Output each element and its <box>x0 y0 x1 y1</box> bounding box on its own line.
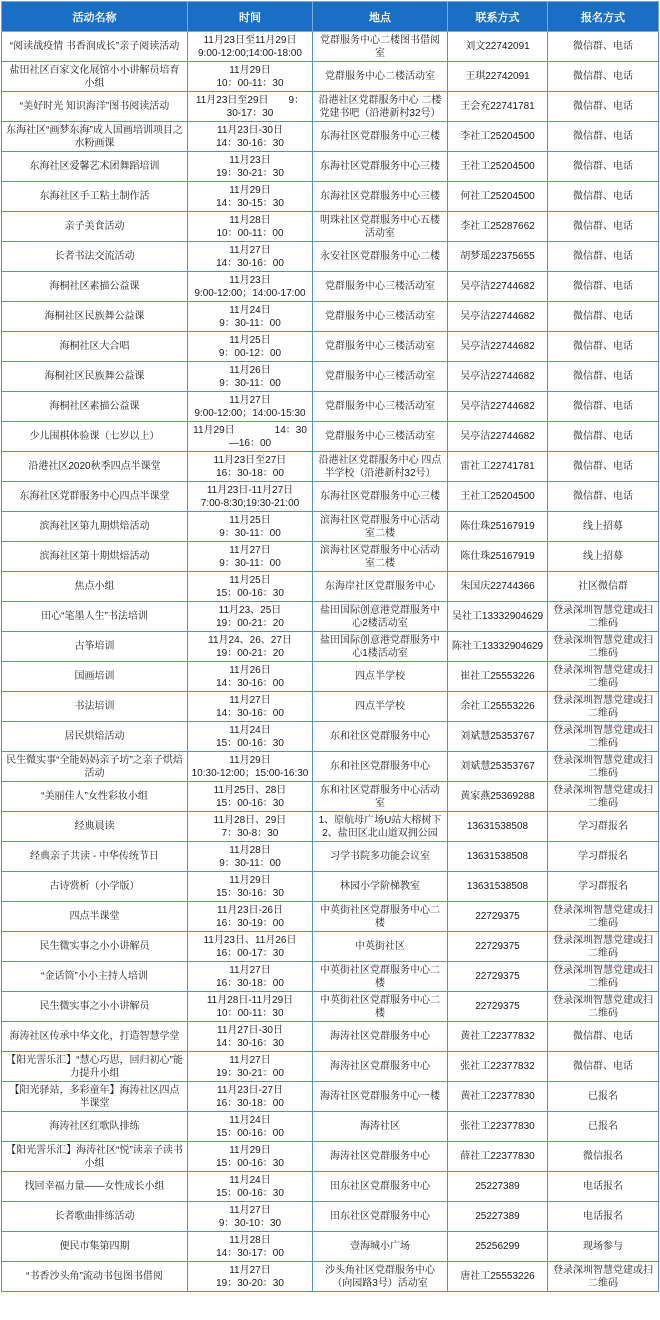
cell-time: 11月28日、29日 7：30-8：30 <box>188 812 313 842</box>
cell-time: 11月28日 9：30-11：00 <box>188 842 313 872</box>
cell-contact: 薛社工22377830 <box>448 1142 548 1172</box>
cell-activity-name: 东海社区“画梦东海”成人国画培训项目之水粉画课 <box>2 122 188 152</box>
cell-location: 明珠社区党群服务中心五楼活动室 <box>313 212 448 242</box>
table-row <box>2 452 659 482</box>
cell-activity-name: 居民烘焙活动 <box>2 722 188 752</box>
cell-location: 滨海社区党群服务中心活动室二楼 <box>313 542 448 572</box>
cell-activity-name: 海桐社区素描公益课 <box>2 272 188 302</box>
table-row <box>2 812 659 842</box>
cell-location: 海涛社区党群服务中心 <box>313 1022 448 1052</box>
cell-contact: 余社工25553226 <box>448 692 548 722</box>
cell-location: 海涛社区党群服务中心 <box>313 1142 448 1172</box>
cell-location: 滨海社区党群服务中心活动室二楼 <box>313 512 448 542</box>
cell-time: 11月27日 19：30-21：00 <box>188 1052 313 1082</box>
table-row <box>2 1142 659 1172</box>
table-row <box>2 422 659 452</box>
cell-time: 11月29日 15：00-16：30 <box>188 1142 313 1172</box>
cell-time: 11月23日 9:00-12:00；14:00-17:00 <box>188 272 313 302</box>
cell-registration: 微信群、电话 <box>548 1052 659 1082</box>
cell-location: 田东社区党群服务中心 <box>313 1172 448 1202</box>
cell-time: 11月24日 15：00-16：00 <box>188 1112 313 1142</box>
cell-contact: 22729375 <box>448 962 548 992</box>
table-row <box>2 692 659 722</box>
cell-activity-name: 国画培训 <box>2 662 188 692</box>
table-row <box>2 1232 659 1262</box>
cell-registration: 微信群、电话 <box>548 452 659 482</box>
cell-time: 11月28日 10：00-11：00 <box>188 212 313 242</box>
cell-contact: 刘斌慧25353767 <box>448 722 548 752</box>
cell-location: 四点半学校 <box>313 662 448 692</box>
table-row <box>2 842 659 872</box>
cell-registration: 登录深圳智慧党建或扫二维码 <box>548 752 659 782</box>
cell-activity-name: 海涛社区传承中华文化，打造智慧学堂 <box>2 1022 188 1052</box>
cell-time: 11月27日 14：30-16：00 <box>188 692 313 722</box>
table-row <box>2 632 659 662</box>
cell-activity-name: “书香沙头角”流动书包图书借阅 <box>2 1262 188 1292</box>
cell-registration: 登录深圳智慧党建或扫二维码 <box>548 902 659 932</box>
table-row <box>2 482 659 512</box>
cell-registration: 登录深圳智慧党建或扫二维码 <box>548 602 659 632</box>
header-location: 地点 <box>313 2 448 32</box>
cell-time: 11月29日 10:30-12:00；15:00-16:30 <box>188 752 313 782</box>
table-row <box>2 512 659 542</box>
cell-registration: 登录深圳智慧党建或扫二维码 <box>548 992 659 1022</box>
cell-time: 11月29日 10：00-11：30 <box>188 62 313 92</box>
cell-location: 东海社区党群服务中心三楼 <box>313 182 448 212</box>
cell-activity-name: 田心“笔墨人生”书法培训 <box>2 602 188 632</box>
cell-location: 党群服务中心三楼活动室 <box>313 362 448 392</box>
cell-location: 党群服务中心三楼活动室 <box>313 422 448 452</box>
cell-contact: 25227389 <box>448 1172 548 1202</box>
cell-time: 11月29日 14：30—16：00 <box>188 422 313 452</box>
cell-contact: 22729375 <box>448 902 548 932</box>
table-row <box>2 752 659 782</box>
cell-activity-name: 滨海社区第十期烘焙活动 <box>2 542 188 572</box>
cell-time: 11月27日 9:00-12:00；14:00-15:30 <box>188 392 313 422</box>
cell-registration: 登录深圳智慧党建或扫二维码 <box>548 632 659 662</box>
cell-time: 11月26日 14：30-16：00 <box>188 662 313 692</box>
header-contact: 联系方式 <box>448 2 548 32</box>
table-row <box>2 332 659 362</box>
cell-time: 11月24日 15：00-16：30 <box>188 722 313 752</box>
cell-contact: 吴亭洁22744682 <box>448 392 548 422</box>
cell-contact: 22729375 <box>448 992 548 1022</box>
cell-time: 11月23日-27日 16：30-18：00 <box>188 1082 313 1112</box>
cell-registration: 微信群、电话 <box>548 272 659 302</box>
cell-registration: 微信群、电话 <box>548 392 659 422</box>
cell-location: 东海社区党群服务中心三楼 <box>313 152 448 182</box>
cell-registration: 微信群、电话 <box>548 1022 659 1052</box>
cell-contact: 陈仕珠25167919 <box>448 542 548 572</box>
cell-activity-name: 经典亲子共读 - 中华传统节日 <box>2 842 188 872</box>
cell-time: 11月23日-30日 14：30-16：30 <box>188 122 313 152</box>
cell-location: 党群服务中心三楼活动室 <box>313 272 448 302</box>
cell-activity-name: “美丽佳人”女性彩妆小组 <box>2 782 188 812</box>
cell-location: 党群服务中心二楼活动室 <box>313 62 448 92</box>
cell-activity-name: 长者歌曲排练活动 <box>2 1202 188 1232</box>
cell-registration: 电话报名 <box>548 1202 659 1232</box>
table-header <box>2 2 659 32</box>
cell-contact: 胡梦瑶22375655 <box>448 242 548 272</box>
cell-location: 海涛社区 <box>313 1112 448 1142</box>
cell-time: 11月25日、28日 15：00-16：30 <box>188 782 313 812</box>
cell-activity-name: 东海社区党群服务中心四点半课堂 <box>2 482 188 512</box>
cell-activity-name: “金话筒”小小主持人培训 <box>2 962 188 992</box>
table-body <box>2 32 659 1292</box>
cell-contact: 吴亭洁22744682 <box>448 272 548 302</box>
header-registration: 报名方式 <box>548 2 659 32</box>
table-row <box>2 182 659 212</box>
cell-location: 1、原航母广场U站大榕树下 2、盐田区北山道双拥公园 <box>313 812 448 842</box>
cell-registration: 登录深圳智慧党建或扫二维码 <box>548 962 659 992</box>
cell-registration: 微信群、电话 <box>548 302 659 332</box>
table-row <box>2 272 659 302</box>
cell-contact: 王琪22742091 <box>448 62 548 92</box>
table-row <box>2 92 659 122</box>
cell-activity-name: 【阳光霅乐汇】海涛社区“悦”读亲子读书小组 <box>2 1142 188 1172</box>
cell-location: 海涛社区党群服务中心 <box>313 1052 448 1082</box>
cell-registration: 微信群、电话 <box>548 92 659 122</box>
cell-activity-name: 四点半课堂 <box>2 902 188 932</box>
cell-activity-name: 长者书法交流活动 <box>2 242 188 272</box>
cell-time: 11月29日 15：30-16：30 <box>188 872 313 902</box>
cell-activity-name: 便民市集第四期 <box>2 1232 188 1262</box>
cell-time: 11月24、26、27日 19：00-21：20 <box>188 632 313 662</box>
cell-registration: 学习群报名 <box>548 842 659 872</box>
cell-location: 海涛社区党群服务中心一楼 <box>313 1082 448 1112</box>
table-row <box>2 62 659 92</box>
cell-time: 11月28日-11月29日 10：00-11：30 <box>188 992 313 1022</box>
cell-activity-name: 海桐社区大合唱 <box>2 332 188 362</box>
cell-registration: 现场参与 <box>548 1232 659 1262</box>
cell-location: 党群服务中心二楼图书借阅室 <box>313 32 448 62</box>
cell-contact: 吴亭洁22744682 <box>448 302 548 332</box>
cell-activity-name: 【阳光驿站，多彩童年】海涛社区四点半课堂 <box>2 1082 188 1112</box>
cell-registration: 学习群报名 <box>548 872 659 902</box>
cell-contact: 雷社工22741781 <box>448 452 548 482</box>
cell-activity-name: 盐田社区百家文化展馆小小讲解员培育小组 <box>2 62 188 92</box>
table-row <box>2 932 659 962</box>
cell-time: 11月23日-11月27日 7:00-8:30;19:30-21:00 <box>188 482 313 512</box>
cell-time: 11月27日-30日 14：30-16：30 <box>188 1022 313 1052</box>
cell-activity-name: 找回幸福力量——女性成长小组 <box>2 1172 188 1202</box>
cell-registration: 线上招募 <box>548 542 659 572</box>
cell-contact: 张社工22377832 <box>448 1052 548 1082</box>
cell-time: 11月27日 16：30-18：00 <box>188 962 313 992</box>
cell-contact: 黄家燕25369288 <box>448 782 548 812</box>
cell-activity-name: 东海社区手工粘土制作活 <box>2 182 188 212</box>
cell-activity-name: “美好时光 知识海洋”图书阅读活动 <box>2 92 188 122</box>
cell-contact: 刘文22742091 <box>448 32 548 62</box>
cell-contact: 25227389 <box>448 1202 548 1232</box>
cell-location: 沙头角社区党群服务中心（向园路3号）活动室 <box>313 1262 448 1292</box>
cell-contact: 吴亭洁22744682 <box>448 422 548 452</box>
cell-contact: 王社工25204500 <box>448 152 548 182</box>
cell-time: 11月23日至11月29日 9:00-12:00;14:00-18:00 <box>188 32 313 62</box>
table-row <box>2 1082 659 1112</box>
table-row <box>2 392 659 422</box>
cell-registration: 已报名 <box>548 1112 659 1142</box>
cell-location: 东海岸社区党群服务中心 <box>313 572 448 602</box>
cell-location: 永安社区党群服务中心二楼 <box>313 242 448 272</box>
cell-contact: 王社工25204500 <box>448 482 548 512</box>
table-row <box>2 32 659 62</box>
table-row <box>2 992 659 1022</box>
cell-activity-name: 沿港社区2020秋季四点半课堂 <box>2 452 188 482</box>
table-row <box>2 662 659 692</box>
cell-registration: 微信群、电话 <box>548 32 659 62</box>
cell-activity-name: 民生微实事之小小讲解员 <box>2 992 188 1022</box>
cell-contact: 13631538508 <box>448 872 548 902</box>
cell-time: 11月27日 14：30-16：00 <box>188 242 313 272</box>
table-row <box>2 1202 659 1232</box>
cell-registration: 微信群、电话 <box>548 182 659 212</box>
cell-activity-name: 书法培训 <box>2 692 188 722</box>
cell-registration: 微信群、电话 <box>548 482 659 512</box>
cell-registration: 登录深圳智慧党建或扫二维码 <box>548 692 659 722</box>
cell-registration: 登录深圳智慧党建或扫二维码 <box>548 1262 659 1292</box>
table-row <box>2 872 659 902</box>
table-row <box>2 1052 659 1082</box>
cell-time: 11月29日 14：30-15：30 <box>188 182 313 212</box>
cell-registration: 登录深圳智慧党建或扫二维码 <box>548 782 659 812</box>
cell-location: 习学书院多功能会议室 <box>313 842 448 872</box>
cell-contact: 崔社工25553226 <box>448 662 548 692</box>
cell-time: 11月24日 15：00-16：30 <box>188 1172 313 1202</box>
cell-activity-name: 海桐社区民族舞公益课 <box>2 302 188 332</box>
cell-time: 11月23日至29日 9：30-17：30 <box>188 92 313 122</box>
table-row <box>2 1112 659 1142</box>
cell-location: 中英街社区党群服务中心二楼 <box>313 992 448 1022</box>
cell-time: 11月25日 9：30-11：00 <box>188 512 313 542</box>
cell-time: 11月25日 9：00-12：00 <box>188 332 313 362</box>
cell-location: 盐田国际创意港党群服务中心2楼活动室 <box>313 602 448 632</box>
cell-contact: 25256299 <box>448 1232 548 1262</box>
cell-location: 中英街社区党群服务中心二楼 <box>313 962 448 992</box>
cell-registration: 微信群、电话 <box>548 62 659 92</box>
cell-location: 中英街社区 <box>313 932 448 962</box>
table-row <box>2 122 659 152</box>
cell-time: 11月27日 9：30-10：30 <box>188 1202 313 1232</box>
cell-contact: 13631538508 <box>448 842 548 872</box>
cell-contact: 朱国庆22744366 <box>448 572 548 602</box>
cell-time: 11月23日、11月26日 16：00-17：30 <box>188 932 313 962</box>
table-row <box>2 722 659 752</box>
cell-contact: 吴亭洁22744682 <box>448 362 548 392</box>
table-row <box>2 602 659 632</box>
cell-contact: 黄社工22377830 <box>448 1082 548 1112</box>
table-row <box>2 572 659 602</box>
header-row <box>2 2 659 32</box>
cell-contact: 张社工22377830 <box>448 1112 548 1142</box>
cell-activity-name: 少儿围棋体验课（七岁以上） <box>2 422 188 452</box>
cell-registration: 微信群、电话 <box>548 422 659 452</box>
cell-location: 沿港社区党群服务中心 二楼党建书吧（沿港新村32号） <box>313 92 448 122</box>
cell-contact: 13631538508 <box>448 812 548 842</box>
cell-contact: 李社工25204500 <box>448 122 548 152</box>
cell-time: 11月23日-26日 16：30-19：00 <box>188 902 313 932</box>
cell-contact: 李社工25287662 <box>448 212 548 242</box>
table-row <box>2 962 659 992</box>
cell-time: 11月25日 15：00-16：30 <box>188 572 313 602</box>
cell-activity-name: 古筝培训 <box>2 632 188 662</box>
cell-location: 壹海城小广场 <box>313 1232 448 1262</box>
cell-time: 11月28日 14：30-17：00 <box>188 1232 313 1262</box>
table-row <box>2 152 659 182</box>
header-activity-name: 活动名称 <box>2 2 188 32</box>
cell-location: 党群服务中心三楼活动室 <box>313 332 448 362</box>
cell-time: 11月27日 19：30-20：30 <box>188 1262 313 1292</box>
cell-contact: 刘斌慧25353767 <box>448 752 548 782</box>
cell-location: 东海社区党群服务中心三楼 <box>313 122 448 152</box>
cell-activity-name: 海桐社区素描公益课 <box>2 392 188 422</box>
cell-contact: 陈社工13332904629 <box>448 632 548 662</box>
table-row <box>2 902 659 932</box>
cell-location: 东和社区党群服务中心 <box>313 722 448 752</box>
cell-contact: 唐社工25553226 <box>448 1262 548 1292</box>
cell-activity-name: 【阳光霅乐汇】“慧心巧思，回归初心”能力提升小组 <box>2 1052 188 1082</box>
cell-contact: 吴亭洁22744682 <box>448 332 548 362</box>
cell-location: 中英街社区党群服务中心二楼 <box>313 902 448 932</box>
cell-location: 田东社区党群服务中心 <box>313 1202 448 1232</box>
cell-location: 四点半学校 <box>313 692 448 722</box>
cell-activity-name: 古诗赏析（小学版） <box>2 872 188 902</box>
table-row <box>2 542 659 572</box>
cell-activity-name: 海涛社区红歌队排练 <box>2 1112 188 1142</box>
cell-time: 11月26日 9：30-11：00 <box>188 362 313 392</box>
cell-location: 东和社区党群服务中心活动室 <box>313 782 448 812</box>
cell-registration: 微信群、电话 <box>548 332 659 362</box>
cell-contact: 陈仕珠25167919 <box>448 512 548 542</box>
cell-activity-name: 焦点小组 <box>2 572 188 602</box>
cell-registration: 学习群报名 <box>548 812 659 842</box>
cell-contact: 黄社工22377832 <box>448 1022 548 1052</box>
cell-registration: 已报名 <box>548 1082 659 1112</box>
cell-location: 东和社区党群服务中心 <box>313 752 448 782</box>
cell-registration: 微信报名 <box>548 1142 659 1172</box>
cell-registration: 登录深圳智慧党建或扫二维码 <box>548 662 659 692</box>
table-row <box>2 1022 659 1052</box>
cell-registration: 微信群、电话 <box>548 242 659 272</box>
cell-activity-name: 亲子美食活动 <box>2 212 188 242</box>
cell-registration: 登录深圳智慧党建或扫二维码 <box>548 722 659 752</box>
cell-activity-name: “阅读战疫情 书香润成长”亲子阅读活动 <box>2 32 188 62</box>
cell-time: 11月23日 19：30-21：30 <box>188 152 313 182</box>
cell-registration: 微信群、电话 <box>548 122 659 152</box>
cell-location: 东海社区党群服务中心三楼 <box>313 482 448 512</box>
table-row <box>2 1262 659 1292</box>
table-row <box>2 782 659 812</box>
cell-location: 沿港社区党群服务中心 四点半学校（沿港新村32号） <box>313 452 448 482</box>
table-row <box>2 362 659 392</box>
cell-registration: 社区微信群 <box>548 572 659 602</box>
cell-registration: 登录深圳智慧党建或扫二维码 <box>548 932 659 962</box>
cell-contact: 何社工25204500 <box>448 182 548 212</box>
activity-table <box>1 1 659 1292</box>
cell-activity-name: 民生微实事之小小讲解员 <box>2 932 188 962</box>
table-row <box>2 302 659 332</box>
table-row <box>2 1172 659 1202</box>
cell-activity-name: 滨海社区第九期烘焙活动 <box>2 512 188 542</box>
cell-location: 盐田国际创意港党群服务中心1楼活动室 <box>313 632 448 662</box>
cell-registration: 线上招募 <box>548 512 659 542</box>
cell-activity-name: 民生微实事“全能妈妈亲子坊”之亲子烘焙活动 <box>2 752 188 782</box>
cell-time: 11月23、25日 19：00-21：20 <box>188 602 313 632</box>
header-time: 时间 <box>188 2 313 32</box>
cell-contact: 吴社工13332904629 <box>448 602 548 632</box>
cell-time: 11月23日至27日 16：30-18：00 <box>188 452 313 482</box>
cell-registration: 微信群、电话 <box>548 362 659 392</box>
cell-registration: 微信群、电话 <box>548 212 659 242</box>
table-row <box>2 212 659 242</box>
cell-location: 林园小学阶梯教室 <box>313 872 448 902</box>
cell-time: 11月24日 9：30-11：00 <box>188 302 313 332</box>
table-row <box>2 242 659 272</box>
cell-time: 11月27日 9：30-11：00 <box>188 542 313 572</box>
cell-activity-name: 经典晨读 <box>2 812 188 842</box>
cell-contact: 王会充22741781 <box>448 92 548 122</box>
cell-location: 党群服务中心三楼活动室 <box>313 392 448 422</box>
cell-registration: 电话报名 <box>548 1172 659 1202</box>
cell-contact: 22729375 <box>448 932 548 962</box>
cell-activity-name: 东海社区爱馨艺术团舞蹈培训 <box>2 152 188 182</box>
cell-location: 党群服务中心三楼活动室 <box>313 302 448 332</box>
cell-activity-name: 海桐社区民族舞公益课 <box>2 362 188 392</box>
cell-registration: 微信群、电话 <box>548 152 659 182</box>
